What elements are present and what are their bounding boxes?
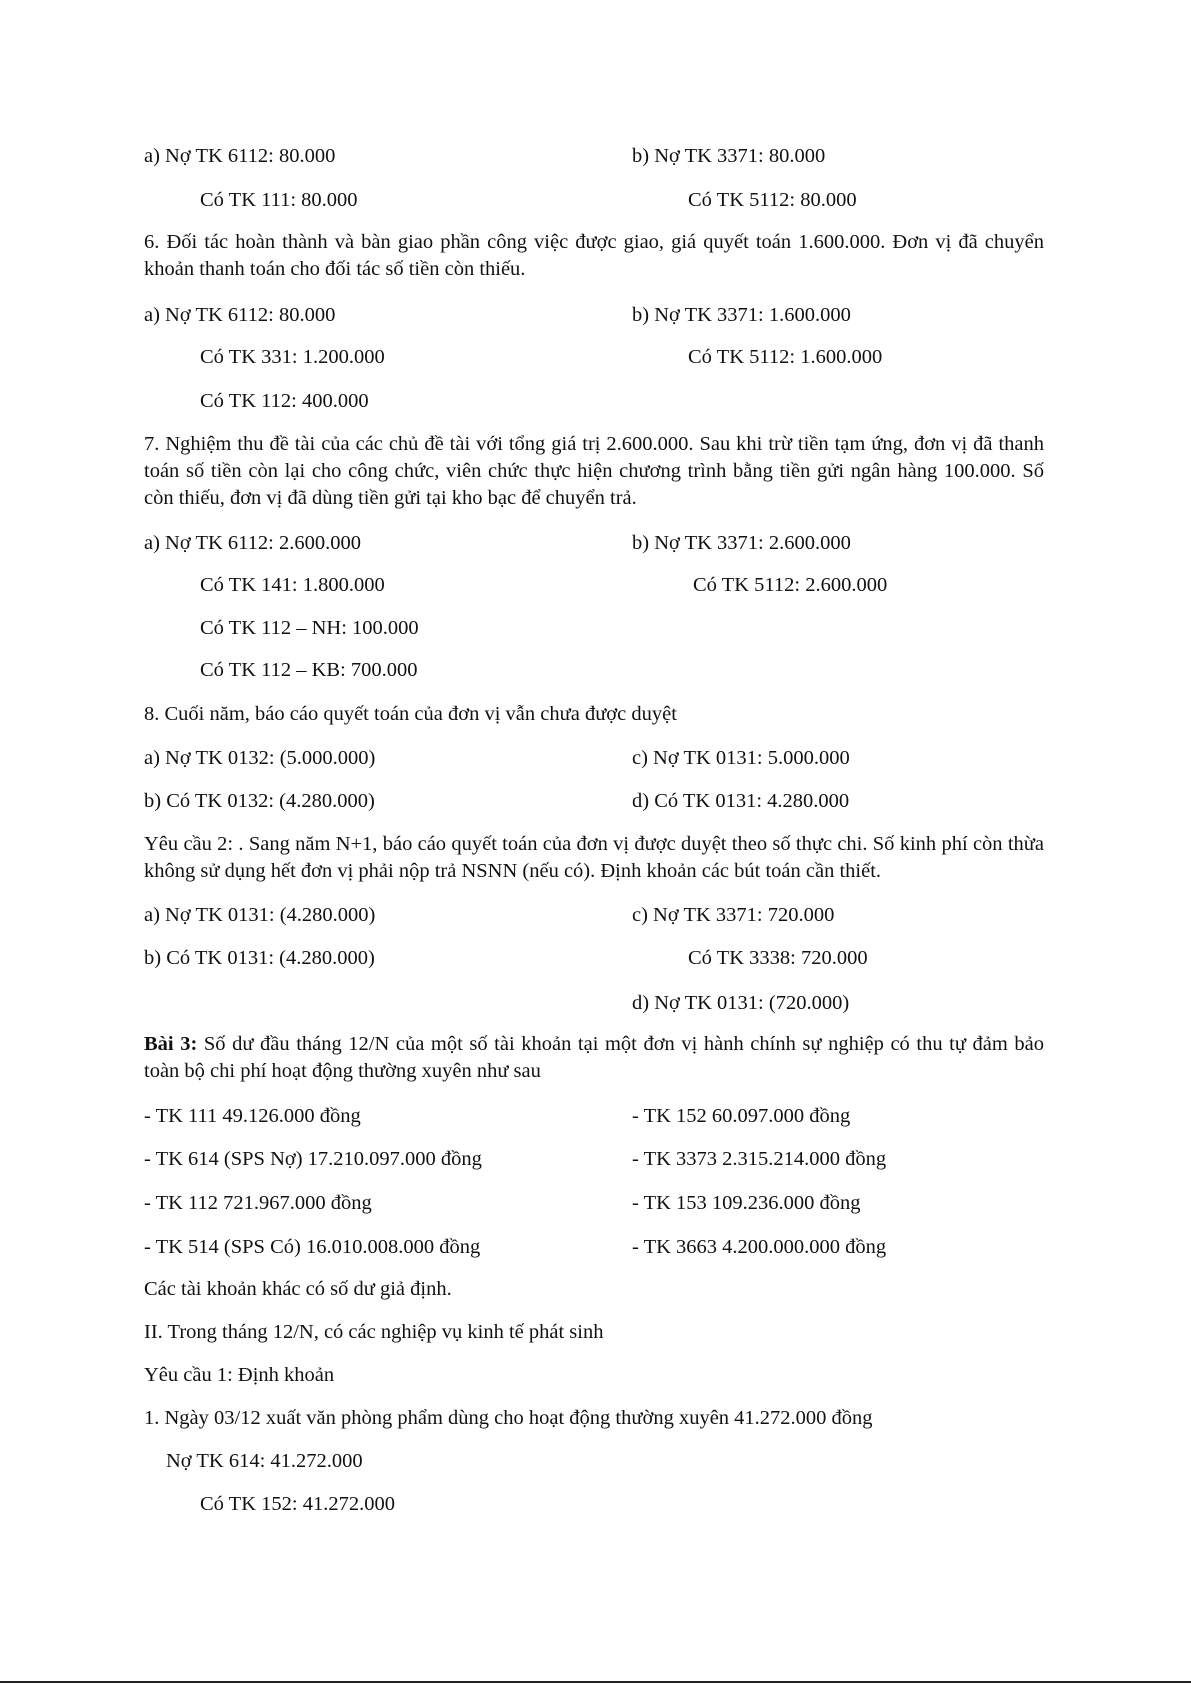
entry-credit: Có TK 5112: 2.600.000 <box>693 574 888 596</box>
entry-credit: Có TK 112: 400.000 <box>200 390 369 412</box>
entry-credit: b) Có TK 0132: (4.280.000) <box>144 790 375 812</box>
entry-debit: b) Nợ TK 3371: 80.000 <box>632 145 826 167</box>
entry-debit: a) Nợ TK 6112: 80.000 <box>144 145 336 167</box>
transaction-8: 8. Cuối năm, báo cáo quyết toán của đơn vị vẫn chưa được duyệt <box>144 703 677 725</box>
entry-credit: Có TK 111: 80.000 <box>200 189 358 211</box>
entry-credit: d) Có TK 0131: 4.280.000 <box>632 790 850 812</box>
entry-credit: Có TK 5112: 1.600.000 <box>688 346 883 368</box>
entry-credit: Có TK 141: 1.800.000 <box>200 574 385 596</box>
requirement-2: Yêu cầu 2: . Sang năm N+1, báo cáo quyết toán của đơn vị được duyệt theo số thực chi. Số kinh phí còn thừa không sử dụng hết đơn vị phải nộp trả NSNN (nếu có). Định khoản các bút toán cần thiết. <box>144 833 1044 882</box>
page-bottom-rule <box>0 1681 1191 1683</box>
transaction-7: 7. Nghiệm thu đề tài của các chủ đề tài với tổng giá trị 2.600.000. Sau khi trừ tiền tạm ứng, đơn vị đã thanh toán số tiền còn lại cho công chức, viên chức thực hiện chương trình bằng tiền gửi ngân hàng 100.000. Số còn thiếu, đơn vị đã dùng tiền gửi tại kho bạc để chuyển trả. <box>144 433 1044 509</box>
requirement-1: Yêu cầu 1: Định khoản <box>144 1364 335 1386</box>
entry-debit: c) Nợ TK 0131: 5.000.000 <box>632 747 850 769</box>
entry-debit: c) Nợ TK 3371: 720.000 <box>632 904 835 926</box>
entry-debit: a) Nợ TK 0132: (5.000.000) <box>144 747 376 769</box>
transaction-6: 6. Đối tác hoàn thành và bàn giao phần công việc được giao, giá quyết toán 1.600.000. Đơn vị đã chuyển khoản thanh toán cho đối tác số tiền còn thiếu. <box>144 231 1044 280</box>
entry-debit: b) Nợ TK 3371: 1.600.000 <box>632 304 851 326</box>
balance-item: - TK 3663 4.200.000.000 đồng <box>632 1236 887 1258</box>
entry-debit: a) Nợ TK 6112: 80.000 <box>144 304 336 326</box>
entry-credit: Có TK 112 – KB: 700.000 <box>200 659 418 681</box>
balance-item: - TK 111 49.126.000 đồng <box>144 1105 361 1127</box>
balance-item: - TK 152 60.097.000 đồng <box>632 1105 851 1127</box>
entry-debit: d) Nợ TK 0131: (720.000) <box>632 992 850 1014</box>
entry-credit: Có TK 152: 41.272.000 <box>200 1493 395 1515</box>
balance-item: - TK 614 (SPS Nợ) 17.210.097.000 đồng <box>144 1148 482 1170</box>
entry-debit: a) Nợ TK 0131: (4.280.000) <box>144 904 376 926</box>
transaction-1: 1. Ngày 03/12 xuất văn phòng phẩm dùng cho hoạt động thường xuyên 41.272.000 đồng <box>144 1407 873 1429</box>
entry-debit: Nợ TK 614: 41.272.000 <box>166 1450 363 1472</box>
balance-item: - TK 514 (SPS Có) 16.010.008.000 đồng <box>144 1236 481 1258</box>
section-heading: II. Trong tháng 12/N, có các nghiệp vụ kinh tế phát sinh <box>144 1321 604 1343</box>
entry-debit: b) Nợ TK 3371: 2.600.000 <box>632 532 851 554</box>
entry-credit: Có TK 5112: 80.000 <box>688 189 857 211</box>
balance-item: - TK 153 109.236.000 đồng <box>632 1192 861 1214</box>
exercise-3-intro <box>144 1031 1044 1085</box>
entry-credit: Có TK 3338: 720.000 <box>688 947 868 969</box>
entry-debit: a) Nợ TK 6112: 2.600.000 <box>144 532 361 554</box>
entry-credit: b) Có TK 0131: (4.280.000) <box>144 947 375 969</box>
exercise-3-text: Số dư đầu tháng 12/N của một số tài khoản tại một đơn vị hành chính sự nghiệp có thu tự đảm bảo toàn bộ chi phí hoạt động thường xuyên như sau <box>144 1033 1045 1082</box>
balance-item: - TK 112 721.967.000 đồng <box>144 1192 372 1214</box>
balance-item: - TK 3373 2.315.214.000 đồng <box>632 1148 887 1170</box>
entry-credit: Có TK 112 – NH: 100.000 <box>200 617 419 639</box>
exercise-3-label: Bài 3: <box>144 1033 198 1055</box>
note-other-accounts: Các tài khoản khác có số dư giả định. <box>144 1278 452 1300</box>
entry-credit: Có TK 331: 1.200.000 <box>200 346 385 368</box>
